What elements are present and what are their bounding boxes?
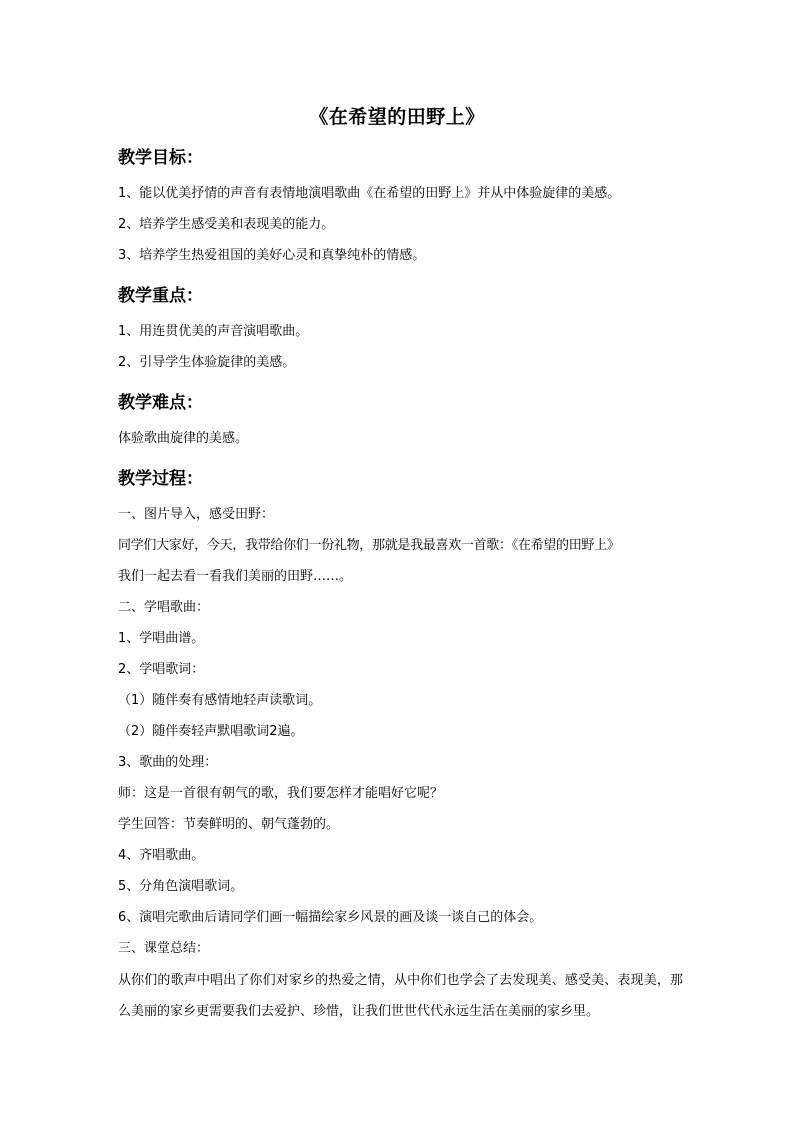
process-item: 学生回答：节奏鲜明的、朝气蓬勃的。 (118, 817, 340, 832)
section-difficulties (118, 391, 683, 449)
process-item: 6、演唱完歌曲后请同学们画一幅描绘家乡风景的画及谈一谈自己的体会。 (118, 910, 543, 925)
key-point-item: 1、用连贯优美的声音演唱歌曲。 (118, 324, 309, 339)
section-heading-goals: 教学目标： (118, 148, 203, 168)
process-item: 5、分角色演唱歌词。 (118, 879, 244, 894)
document-title: 《在希望的田野上》 (309, 106, 485, 128)
section-heading-key-points: 教学重点： (118, 286, 203, 306)
process-summary: 从你们的歌声中唱出了你们对家乡的热爱之情，从中你们也学会了去发现美、感受美、表现美，那么美丽的家乡更需要我们去爱护、珍惜，让我们世世代代永远生活在美丽的家乡里。 (118, 973, 683, 1019)
process-item: 同学们大家好，今天，我带给你们一份礼物，那就是我最喜欢一首歌：《在希望的田野上》 (118, 538, 620, 553)
section-heading-difficulties: 教学难点： (118, 393, 203, 413)
process-item: （1）随伴奏有感情地轻声读歌词。 (118, 693, 322, 708)
goal-item: 2、培养学生感受美和表现美的能力。 (118, 217, 335, 232)
process-item: 3、歌曲的处理： (118, 755, 218, 770)
process-item: 2、学唱歌词： (118, 662, 205, 677)
process-item: 一、图片导入，感受田野： (118, 507, 275, 522)
process-item: 1、学唱曲谱。 (118, 631, 205, 646)
section-process (118, 467, 683, 1027)
section-key-points (118, 284, 683, 373)
process-item: 4、齐唱歌曲。 (118, 848, 205, 863)
goal-item: 3、培养学生热爱祖国的美好心灵和真挚纯朴的情感。 (118, 248, 426, 263)
difficulty-item: 体验歌曲旋律的美感。 (118, 431, 249, 446)
process-item: 三、课堂总结： (118, 941, 210, 956)
key-point-item: 2、引导学生体验旋律的美感。 (118, 355, 296, 370)
process-item: （2）随伴奏轻声默唱歌词2遍。 (118, 724, 304, 739)
process-item: 二、学唱歌曲： (118, 600, 210, 615)
section-heading-process: 教学过程： (118, 469, 203, 489)
section-goals (118, 146, 683, 266)
process-item: 我们一起去看一看我们美丽的田野……。 (118, 569, 353, 584)
goal-item: 1、能以优美抒情的声音有表情地演唱歌曲《在希望的田野上》并从中体验旋律的美感。 (118, 186, 621, 201)
document-body (118, 146, 683, 1027)
process-item: 师：这是一首很有朝气的歌，我们要怎样才能唱好它呢？ (118, 786, 444, 801)
